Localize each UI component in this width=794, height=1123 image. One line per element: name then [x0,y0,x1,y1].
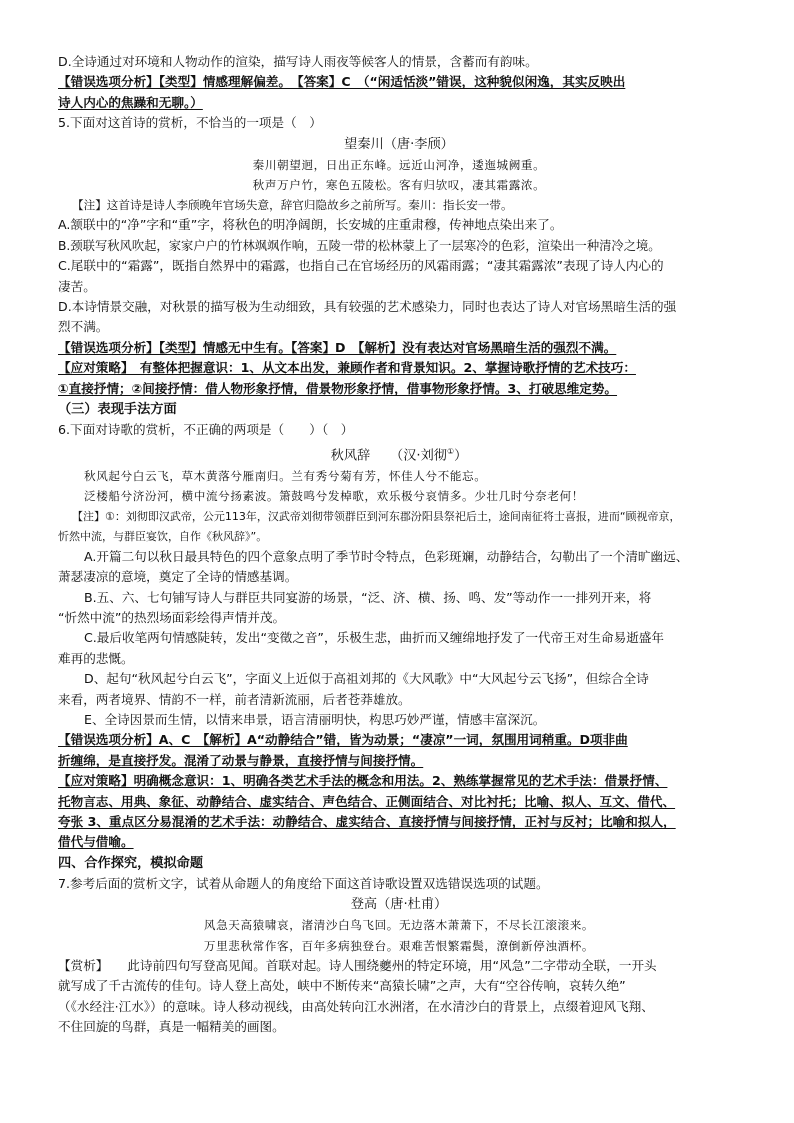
q5-option-b: B.颈联写秋风吹起，家家户户的竹林飒飒作响，五陵一带的松林蒙上了一层寒冷的色彩，渲染出一种清冷之境。 [58,238,661,253]
strategy-q6-cont-2: 夸张 3、重点区分易混淆的艺术手法：动静结合、虚实结合、直接抒情与间接抒情，正衬与反衬；比喻和拟人， [58,813,676,829]
q6-option-c: C.最后收笔两句情感陡转，发出“变徵之音”，乐极生悲，曲折而又缠绵地抒发了一代帝王对生命易逝盛年 [84,630,664,646]
strategy-q5-cont: ①直接抒情；②间接抒情：借人物形象抒情，借景物形象抒情，借事物形象抒情。3、打破思维定势。 [58,380,618,396]
error-analysis-q4-cont: 诗人内心的焦躁和无聊。） [58,94,203,110]
footnote-marker: ① [446,446,455,456]
poem-title-denggao: 登高（唐·杜甫） [350,897,448,913]
q5-option-a: A.颔联中的“净”字和“重”字，将秋色的明净阔朗，长安城的庄重肃穆，传神地点染出来了。 [58,217,563,233]
q5-option-d-cont: 烈不满。 [58,319,109,335]
poem-title-end: ） [454,447,468,463]
poem-title-text: 秋风辞 （汉·刘彻 [330,447,447,463]
poem-qfc-note-cont: 忻然中流，与群臣宴饮，自作《秋风辞》”。 [58,529,268,543]
poem-dg-line-1: 风急天高猿啸哀，渚清沙白鸟飞回。无边落木萧萧下，不尽长江滚滚来。 [203,918,595,933]
poem-qfc-line-2: 泛楼船兮济汾河，横中流兮扬素波。箫鼓鸣兮发棹歌，欢乐极兮哀情多。少壮几时兮奈老何！ [84,489,584,504]
appreciation-para-3: （《水经注·江水》）的意味。诗人移动视线，由高处转向江水洲渚，在水清沙白的背景上，点缀着迎风飞翔、 [58,998,654,1014]
error-analysis-q4: 【错误选项分析】【类型】情感理解偏差。 【答案】C （“闲适恬淡”错误，这种貌似闲逸，其实反映出 [58,74,626,90]
section-heading-3: （三）表现手法方面 [58,402,177,418]
error-analysis-q6: 【错误选项分析】A、C 【解析】A“动静结合”错，皆为动景；“凄凉”一词，氛围用词稍重。D项非曲 [58,732,628,748]
poem-qfc-line-1: 秋风起兮白云飞，草木黄落兮雁南归。兰有秀兮菊有芳，怀佳人兮不能忘。 [84,468,487,483]
q6-option-b-cont: “忻然中流”的热烈场面彩绘得声情并茂。 [58,609,286,625]
question-6: 6.下面对诗歌的赏析，不正确的两项是（ ）（ ） [58,422,354,438]
appreciation-para-4: 不住回旋的鸟群，真是一幅精美的画图。 [58,1019,285,1035]
q6-option-d: D、起句“秋风起兮白云飞”，字面义上近似于高祖刘邦的《大风歌》中“大风起兮云飞扬”，但综合全诗 [84,671,649,687]
q6-option-e: E、全诗因景而生情，以情来串景，语言清丽明快，构思巧妙严谨，情感丰富深沉。 [84,711,546,727]
question-7: 7.参考后面的赏析文字，试着从命题人的角度给下面这首诗歌设置双选错误选项的试题。 [58,875,549,891]
document-page [58,52,740,1038]
appreciation-para-2: 就写成了千古流传的佳句。诗人登上高处，峡中不断传来“高猿长啸”之声，大有“空谷传响，哀转久绝” [58,978,626,994]
question-5: 5.下面对这首诗的赏析，不恰当的一项是（ ） [58,115,322,131]
poem-dg-line-2: 万里悲秋常作客，百年多病独登台。艰难苦恨繁霜鬓，潦倒新停浊酒杯。 [203,938,595,953]
strategy-q6: 【应对策略】明确概念意识：1、明确各类艺术手法的概念和用法。2、熟练掌握常见的艺术手法：借景抒情、 [58,773,668,789]
q6-option-b: B.五、六、七句铺写诗人与群臣共同宴游的场景，“泛、济、横、扬、鸣、发”等动作一一排列开来，将 [84,589,652,605]
appreciation-para-1: 【赏析】 此诗前四句写登高见闻。首联对起。诗人围绕夔州的特定环境，用“风急”二字带动全联，一开头 [58,958,657,974]
q6-option-d-cont: 来看，两者境界、情韵不一样，前者清新流丽，后者苍莽雄放。 [58,691,411,707]
q6-option-a: A.开篇二句以秋日最具特色的四个意象点明了季节时令特点，色彩斑斓，动静结合，勾勒出了一个清旷幽远、 [84,548,689,564]
poem-title-qiufengci [58,441,740,466]
q5-option-c: C.尾联中的“霜露”，既指自然界中的霜露，也指自己在官场经历的风霜雨露；“凄其霜露浓”表现了诗人内心的 [58,258,664,274]
section-heading-4: 四、合作探究，模拟命题 [58,855,204,871]
error-analysis-q5: 【错误选项分析】【类型】情感无中生有。【答案】D 【解析】没有表达对官场黑暗生活的强烈不满。 [58,339,617,355]
q6-option-c-cont: 难再的悲慨。 [58,650,134,666]
q6-option-a-cont: 萧瑟凄凉的意境，奠定了全诗的情感基调。 [58,569,298,585]
option-d-line: D.全诗通过对环境和人物动作的渲染，描写诗人雨夜等候客人的情景，含蓄而有韵味。 [58,54,538,69]
q5-option-d: D.本诗情景交融，对秋景的描写极为生动细致，具有较强的艺术感染力，同时也表达了诗人对官场黑暗生活的强 [58,299,677,315]
error-analysis-q6-cont: 折缠绵，是直接抒发。混淆了动景与静景，直接抒情与间接抒情。 [58,752,424,768]
q5-option-c-cont: 凄苦。 [58,278,96,294]
poem-line-1: 秦川朝望迥，日出正东峰。远近山河净，逶迤城阙重。 [252,157,546,172]
strategy-q6-cont-3: 借代与借喻。 [58,834,134,850]
strategy-q6-cont-1: 托物言志、用典、象征、动静结合、虚实结合、声色结合、正侧面结合、对比衬托；比喻、拟人、互文、借代、 [58,793,676,809]
poem-qfc-note: 【注】①：刘彻即汉武帝，公元113年，汉武帝刘彻带领群臣到河东郡汾阳县祭祀后土，途间南征将士喜报，进而“顾视帝京， [72,509,681,523]
poem-title-wangqinchuan: 望秦川（唐·李颀） [344,136,454,152]
poem-note: 【注】这首诗是诗人李颀晚年官场失意，辞官归隐故乡之前所写。秦川：指长安一带。 [72,198,513,213]
poem-line-2: 秋声万户竹，寒色五陵松。客有归欤叹，凄其霜露浓。 [252,178,546,193]
strategy-q5: 【应对策略】 有整体把握意识：1、从文本出发，兼顾作者和背景知识。2、掌握诗歌抒情的艺术技巧： [58,360,636,376]
